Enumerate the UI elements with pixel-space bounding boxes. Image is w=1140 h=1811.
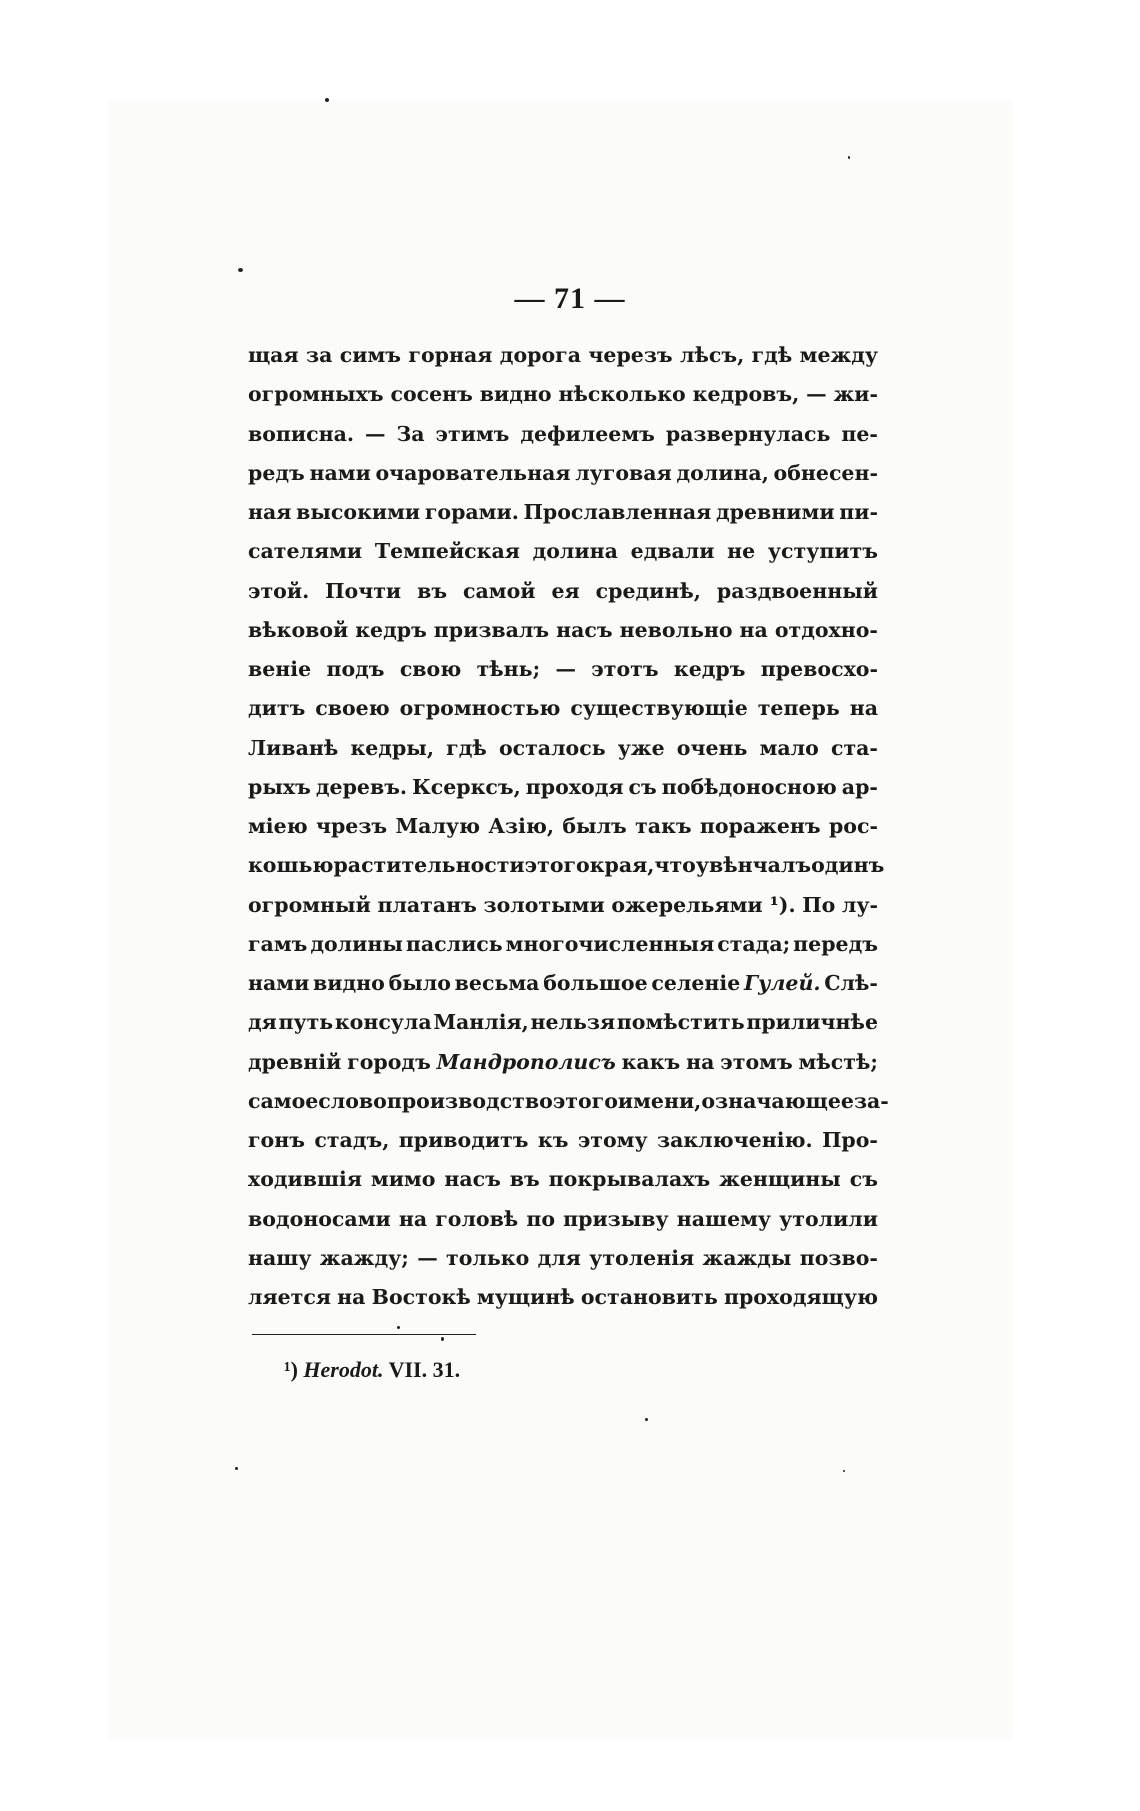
text-word: нами bbox=[248, 971, 310, 995]
text-word: За bbox=[396, 421, 425, 446]
text-word: свою bbox=[399, 657, 462, 681]
text-word: тѣнь; bbox=[476, 657, 541, 681]
text-word: гдѣ bbox=[446, 735, 487, 760]
text-word: призвалъ bbox=[433, 617, 550, 642]
text-word: платанъ bbox=[377, 892, 477, 917]
text-word: жи- bbox=[833, 382, 878, 407]
text-line bbox=[248, 1121, 878, 1160]
text-word: этотъ bbox=[591, 657, 659, 681]
text-word: ста- bbox=[830, 735, 878, 760]
text-word: помѣстить bbox=[616, 1010, 745, 1035]
text-word: едвали bbox=[630, 539, 715, 564]
text-word: Темпейская bbox=[374, 539, 520, 564]
text-word: многочисленныя bbox=[505, 931, 715, 956]
text-word: за- bbox=[853, 1088, 889, 1113]
footnote-divider bbox=[252, 1334, 476, 1335]
text-word: гамъ bbox=[248, 931, 308, 956]
text-word: насъ bbox=[556, 617, 613, 642]
text-word: этой. bbox=[248, 578, 310, 603]
scan-speck bbox=[235, 1467, 238, 1470]
text-word: насъ bbox=[444, 1167, 501, 1192]
text-word: означающее bbox=[701, 1088, 854, 1113]
text-word: имени, bbox=[617, 1088, 702, 1113]
text-word: стада; bbox=[717, 931, 791, 956]
text-word: покрывалахъ bbox=[548, 1167, 711, 1192]
text-word: проходящую bbox=[723, 1285, 878, 1309]
text-line bbox=[248, 375, 878, 414]
text-word: приводитъ bbox=[398, 1128, 529, 1152]
text-line bbox=[248, 886, 878, 925]
text-word: передъ bbox=[793, 931, 878, 956]
text-word: большое bbox=[543, 971, 648, 995]
text-word: очаровательная bbox=[375, 460, 571, 485]
text-word: долина bbox=[532, 539, 618, 564]
text-word: кедровъ, bbox=[692, 382, 800, 407]
text-word: подъ bbox=[326, 657, 385, 681]
text-word: долины bbox=[310, 931, 403, 956]
text-word: побѣдоносною bbox=[661, 774, 837, 799]
text-word: По bbox=[802, 892, 836, 917]
text-word: въ bbox=[417, 578, 448, 603]
text-word: весьма bbox=[454, 971, 540, 995]
text-word: рыхъ bbox=[248, 774, 311, 799]
text-word: съ bbox=[628, 774, 657, 799]
text-word: долина, bbox=[676, 460, 769, 485]
text-word: консула bbox=[334, 1010, 432, 1035]
text-word: нельзя bbox=[530, 1010, 616, 1035]
text-word: осталось bbox=[498, 735, 606, 760]
text-word: между bbox=[799, 343, 878, 367]
text-word: этого bbox=[524, 853, 590, 878]
text-word: видно bbox=[313, 971, 385, 995]
text-line bbox=[248, 1082, 889, 1121]
text-word: въ bbox=[509, 1167, 540, 1192]
text-word: раздвоенный bbox=[716, 578, 878, 603]
text-word: отдохно- bbox=[774, 617, 878, 642]
text-word: кедръ bbox=[355, 617, 427, 642]
text-word: сосенъ bbox=[390, 382, 473, 407]
text-word: призыву bbox=[563, 1206, 669, 1231]
text-word: на bbox=[337, 1285, 366, 1309]
text-line bbox=[248, 650, 878, 689]
text-word: словопроизводство bbox=[318, 1088, 553, 1113]
text-word: золотыми bbox=[483, 892, 605, 917]
scan-speck bbox=[325, 98, 329, 102]
text-word: лѣсъ, bbox=[680, 343, 745, 367]
scan-speck bbox=[238, 268, 243, 272]
body-text bbox=[248, 336, 889, 1317]
text-word: стадъ, bbox=[314, 1128, 390, 1152]
text-word: симъ bbox=[339, 343, 401, 367]
text-word: остановить bbox=[580, 1285, 718, 1309]
text-word: невольно bbox=[619, 617, 733, 642]
text-line bbox=[248, 925, 878, 964]
text-word: — bbox=[417, 1245, 438, 1270]
text-line bbox=[248, 1278, 878, 1317]
footnote-reference: VII. 31. bbox=[388, 1357, 461, 1382]
text-word: черезъ bbox=[588, 343, 673, 367]
text-word: женщины bbox=[719, 1167, 841, 1192]
text-word: — bbox=[555, 657, 576, 681]
text-word: Прославленная bbox=[523, 500, 712, 524]
text-word: паслись bbox=[405, 931, 503, 956]
text-word: пораженъ bbox=[699, 814, 821, 838]
text-word: городъ bbox=[347, 1049, 431, 1074]
text-word: растительности bbox=[333, 853, 525, 878]
text-word: такъ bbox=[635, 814, 692, 838]
text-word: своею bbox=[315, 696, 390, 721]
scan-speck bbox=[848, 156, 850, 159]
text-word: уже bbox=[617, 735, 665, 760]
text-word: на bbox=[739, 617, 768, 642]
text-word: самое bbox=[248, 1088, 319, 1113]
text-word: приличнѣе bbox=[746, 1010, 878, 1035]
text-word: что bbox=[654, 853, 696, 878]
text-line bbox=[248, 689, 878, 728]
text-word: проходя bbox=[525, 774, 624, 799]
scan-speck bbox=[397, 1326, 400, 1329]
text-word: къ bbox=[537, 1128, 569, 1152]
scan-speck bbox=[441, 1337, 444, 1341]
text-word: огромныхъ bbox=[248, 382, 384, 407]
text-word: головѣ bbox=[435, 1206, 519, 1231]
text-word: дорога bbox=[499, 343, 581, 367]
text-word: заключенію. bbox=[657, 1128, 813, 1152]
text-word: по bbox=[526, 1206, 556, 1231]
text-line bbox=[248, 768, 878, 807]
text-word: уступитъ bbox=[767, 539, 878, 564]
text-line bbox=[248, 807, 878, 846]
text-word: этому bbox=[577, 1128, 648, 1152]
text-word: на bbox=[686, 1049, 715, 1074]
text-word: какъ bbox=[621, 1049, 681, 1074]
scan-speck bbox=[843, 1470, 845, 1472]
text-word: только bbox=[446, 1245, 530, 1270]
text-line bbox=[248, 454, 878, 493]
text-word: увѣнчалъ bbox=[695, 853, 812, 878]
text-word: было bbox=[388, 971, 451, 995]
text-word: края, bbox=[589, 853, 655, 878]
text-word: ходившія bbox=[248, 1167, 362, 1192]
text-word: Азію, bbox=[488, 814, 555, 838]
text-word: позво- bbox=[799, 1245, 878, 1270]
text-word: мущинѣ bbox=[476, 1285, 575, 1309]
text-word: Манлія, bbox=[433, 1010, 529, 1035]
text-line bbox=[248, 572, 878, 611]
text-word: нѣсколько bbox=[558, 382, 686, 407]
text-word: гдѣ bbox=[751, 343, 793, 367]
text-word: Мандрополисъ bbox=[436, 1049, 616, 1074]
text-word: утолили bbox=[779, 1206, 878, 1231]
text-word: пи- bbox=[839, 500, 878, 524]
text-word: дя bbox=[248, 1010, 277, 1035]
text-line bbox=[248, 611, 878, 650]
text-line bbox=[248, 729, 878, 768]
text-word: для bbox=[537, 1245, 581, 1270]
text-word: вописна. bbox=[248, 421, 355, 446]
footnote bbox=[284, 1357, 460, 1383]
text-word: дитъ bbox=[248, 696, 306, 721]
text-word: самой bbox=[463, 578, 536, 603]
text-word: древними bbox=[716, 500, 835, 524]
text-word: нашу bbox=[248, 1245, 312, 1270]
text-word: кошью bbox=[248, 853, 334, 878]
text-line bbox=[248, 1200, 878, 1239]
text-word: на bbox=[398, 1206, 428, 1231]
text-word: Ксерксъ, bbox=[412, 774, 521, 799]
text-word: за bbox=[306, 343, 333, 367]
text-line bbox=[248, 336, 878, 375]
text-word: щая bbox=[248, 343, 299, 367]
text-word: кедры, bbox=[350, 735, 434, 760]
text-word: съ bbox=[849, 1167, 878, 1192]
text-word: жажду; bbox=[319, 1245, 409, 1270]
text-word: развернулась bbox=[665, 421, 831, 446]
text-line bbox=[248, 415, 878, 454]
text-word: утоленія bbox=[589, 1245, 695, 1270]
text-word: — bbox=[806, 382, 827, 407]
text-word: веніе bbox=[248, 657, 312, 681]
text-word: редъ bbox=[248, 460, 305, 485]
text-word: горная bbox=[408, 343, 493, 367]
text-word: этого bbox=[552, 1088, 618, 1113]
text-word: міею bbox=[248, 814, 308, 838]
text-word: древній bbox=[248, 1049, 342, 1074]
text-word: водоносами bbox=[248, 1206, 391, 1231]
text-line bbox=[248, 846, 885, 885]
text-word: теперь bbox=[757, 696, 840, 721]
text-line bbox=[248, 1003, 878, 1042]
text-word: огромный bbox=[248, 892, 371, 917]
text-word: очень bbox=[676, 735, 748, 760]
text-line bbox=[248, 532, 878, 571]
text-word: ляется bbox=[248, 1285, 331, 1309]
text-word: на bbox=[849, 696, 878, 721]
text-word: путь bbox=[278, 1010, 334, 1035]
text-word: горами. bbox=[424, 500, 519, 524]
text-word: деревъ. bbox=[315, 774, 408, 799]
text-word: Про- bbox=[822, 1128, 878, 1152]
text-word: ная bbox=[248, 500, 292, 524]
text-word: пе- bbox=[841, 421, 878, 446]
text-word: мимо bbox=[370, 1167, 436, 1192]
text-word: видно bbox=[479, 382, 552, 407]
text-word: лу- bbox=[841, 892, 878, 917]
text-word: чрезъ bbox=[315, 814, 388, 838]
text-word: нами bbox=[309, 460, 371, 485]
text-word: ожерельями ¹). bbox=[611, 892, 796, 917]
text-word: этомъ bbox=[720, 1049, 793, 1074]
text-word: существующіе bbox=[570, 696, 748, 721]
text-line bbox=[248, 964, 878, 1003]
text-word: ар- bbox=[841, 774, 878, 799]
scan-speck bbox=[645, 1418, 648, 1421]
text-word: дефилеемъ bbox=[520, 421, 655, 446]
text-word: жажды bbox=[702, 1245, 792, 1270]
text-word: былъ bbox=[562, 814, 627, 838]
text-word: нашему bbox=[676, 1206, 772, 1231]
text-word: огромностью bbox=[399, 696, 561, 721]
text-word: мало bbox=[759, 735, 819, 760]
text-word: — bbox=[365, 421, 386, 446]
text-word: Востокѣ bbox=[371, 1285, 471, 1309]
text-word: луговая bbox=[575, 460, 672, 485]
text-word: Малую bbox=[395, 814, 481, 838]
text-word: Гулей. bbox=[743, 971, 821, 995]
footnote-author: Herodot. bbox=[303, 1357, 384, 1382]
text-word: Слѣ- bbox=[824, 971, 878, 995]
text-word: селеніе bbox=[651, 971, 741, 995]
text-word: гонъ bbox=[248, 1128, 305, 1152]
text-line bbox=[248, 1043, 878, 1082]
text-word: не bbox=[727, 539, 756, 564]
text-word: Ливанѣ bbox=[248, 735, 339, 760]
text-word: этимъ bbox=[435, 421, 510, 446]
text-line bbox=[248, 1239, 878, 1278]
text-word: сателями bbox=[248, 539, 363, 564]
text-word: одинъ bbox=[811, 853, 885, 878]
text-word: рос- bbox=[828, 814, 878, 838]
text-line bbox=[248, 493, 878, 532]
text-word: ея bbox=[551, 578, 580, 603]
text-word: вѣковой bbox=[248, 617, 349, 642]
text-word: обнесен- bbox=[773, 460, 878, 485]
footnote-marker: ¹) bbox=[284, 1357, 298, 1382]
text-word: мѣстѣ; bbox=[798, 1049, 878, 1074]
text-word: Почти bbox=[325, 578, 402, 603]
text-line bbox=[248, 1160, 878, 1199]
text-word: превосхо- bbox=[760, 657, 878, 681]
text-word: срединѣ, bbox=[595, 578, 701, 603]
text-word: высокими bbox=[296, 500, 421, 524]
text-word: кедръ bbox=[673, 657, 746, 681]
page-number: — 71 — bbox=[514, 282, 626, 315]
